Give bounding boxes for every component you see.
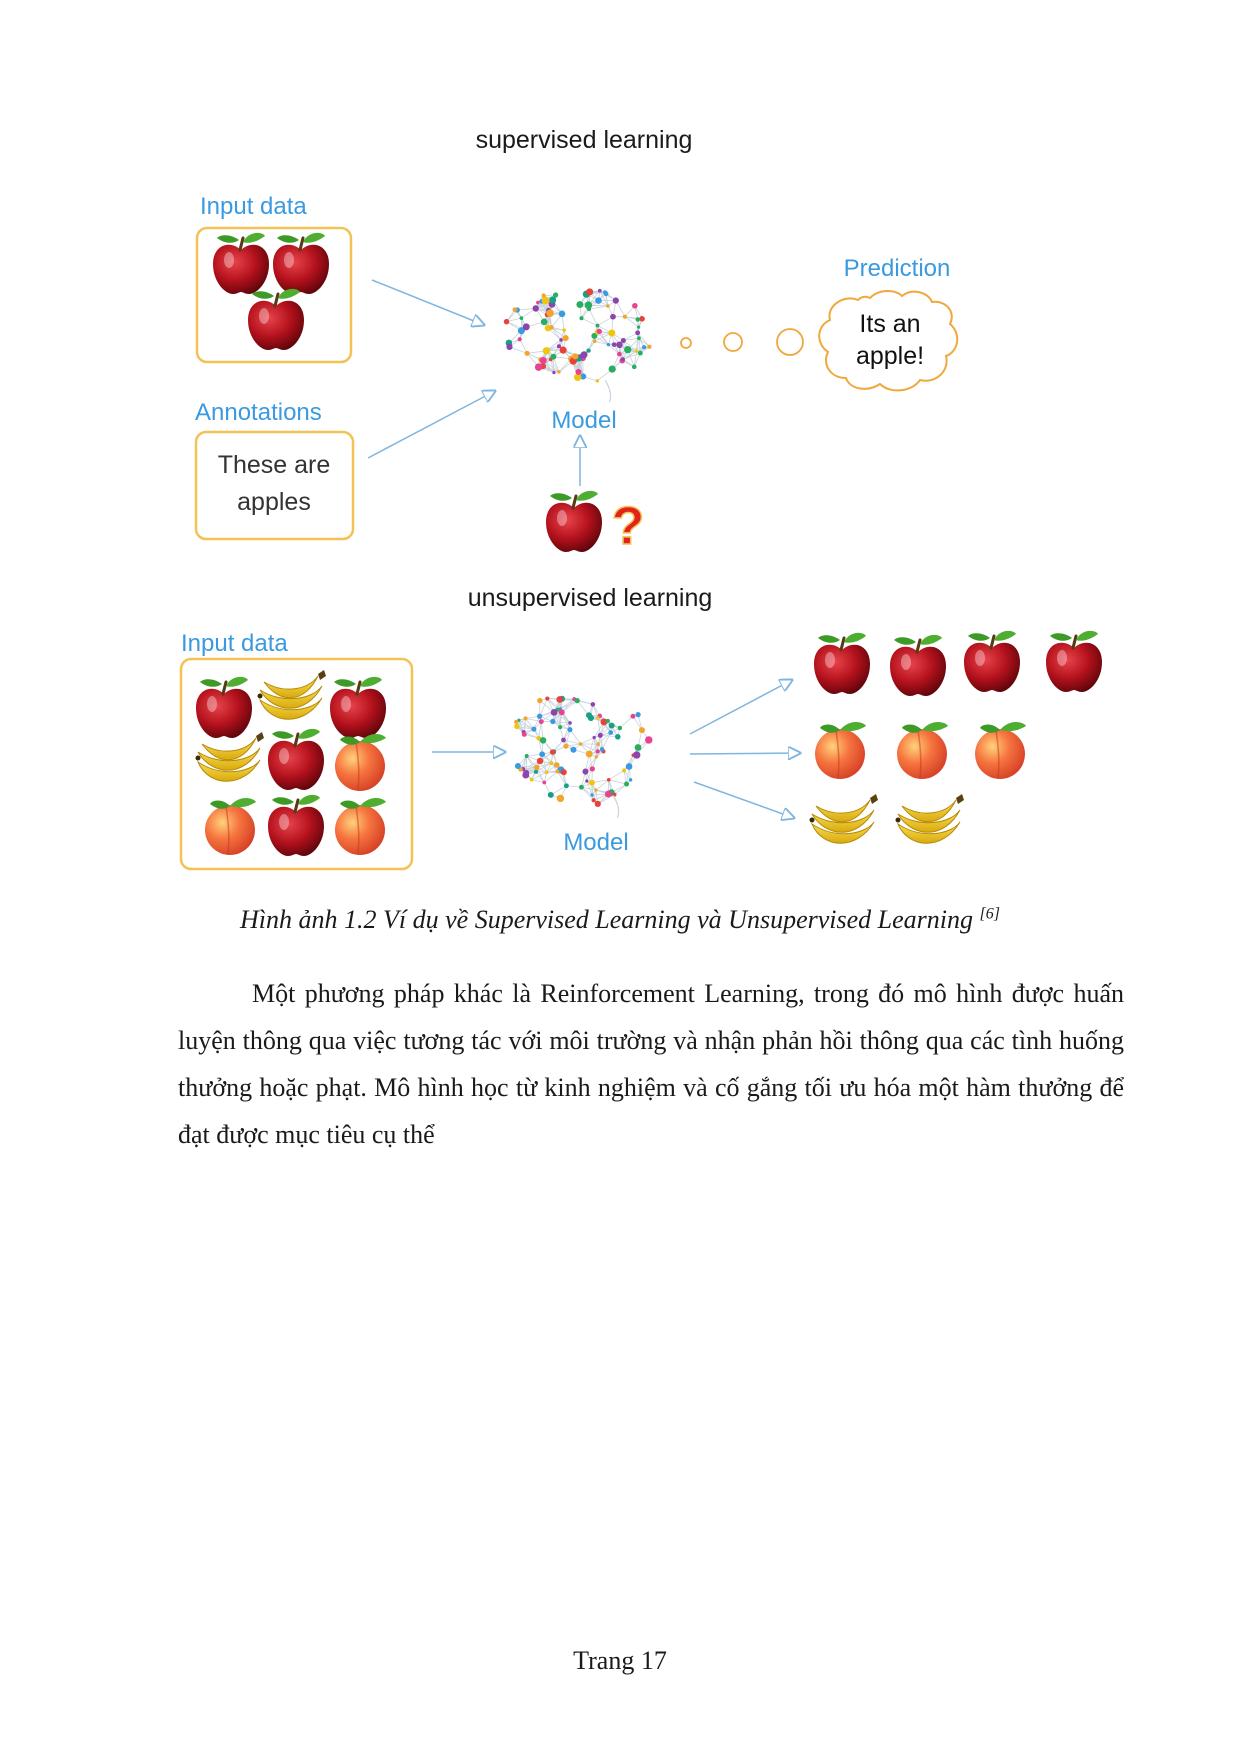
thought-bubble-dot-medium (724, 333, 742, 351)
unsupervised-input-label: Input data (181, 630, 288, 657)
annotations-label: Annotations (195, 399, 322, 426)
clustered-peach-image (897, 722, 948, 779)
figure-caption-text: Hình ảnh 1.2 Ví dụ về Supervised Learning và Unsupervised Learning (240, 905, 980, 934)
clustered-peach-image (815, 722, 866, 779)
clustered-banana-image (896, 794, 965, 843)
figure-caption-reference: [6] (979, 905, 1000, 923)
apple-image (330, 677, 386, 738)
brain-network-icon (504, 288, 652, 402)
prediction-cloud (819, 291, 957, 390)
prediction-label: Prediction (843, 255, 951, 282)
query-apple-image (546, 491, 602, 552)
page-number: Trang 17 (573, 1646, 667, 1675)
clustered-apple-image (1046, 631, 1102, 692)
clustered-banana-image (810, 794, 879, 843)
unsupervised-model-label: Model (563, 829, 629, 856)
apple-image (196, 677, 252, 738)
apple-image (248, 289, 304, 350)
apple-image (268, 795, 324, 856)
arrow-model-to-peaches (690, 753, 800, 754)
clustered-apple-image (814, 633, 870, 694)
peach-image (335, 798, 386, 855)
banana-image (196, 732, 265, 781)
arrow-input-to-model (372, 280, 484, 325)
apple-image (213, 233, 269, 294)
clustered-peach-image (975, 722, 1026, 779)
arrow-model-to-apples (690, 680, 792, 734)
peach-image (205, 798, 256, 855)
body-paragraph: Một phương pháp khác là Reinforcement Learning, trong đó mô hình được huấn luyện thông qua việc tương tác với môi trường và nhận phản hồi thông qua các tình huống thưởng hoặc phạt. Mô hình học từ kinh nghiệm và cố gắng tối ưu hóa một hàm thưởng để đạt được mục tiêu cụ thể (178, 979, 1124, 1149)
clustered-apple-image (890, 635, 946, 696)
arrow-annotations-to-model (368, 391, 495, 458)
question-mark-icon: ? (611, 496, 645, 556)
annotations-box (196, 432, 353, 539)
supervised-input-label: Input data (200, 193, 307, 220)
annotation-text-line1: These are (217, 451, 331, 479)
thought-bubble-dot-small (681, 338, 691, 348)
arrow-model-to-bananas (694, 782, 794, 818)
apple-image (273, 233, 329, 294)
apple-image (268, 729, 324, 790)
supervised-model-label: Model (551, 407, 617, 434)
clustered-apple-image (964, 631, 1020, 692)
thought-bubble-dot-large (777, 329, 803, 355)
brain-network-icon (514, 696, 652, 818)
annotation-text-line2: apples (237, 488, 311, 516)
peach-image (335, 734, 386, 791)
unsupervised-title: unsupervised learning (467, 584, 713, 612)
banana-image (258, 670, 327, 719)
prediction-text-line2: apple! (855, 342, 925, 370)
figure-caption (0, 905, 1240, 935)
prediction-text-line1: Its an (859, 310, 921, 338)
supervised-title: supervised learning (475, 126, 693, 154)
